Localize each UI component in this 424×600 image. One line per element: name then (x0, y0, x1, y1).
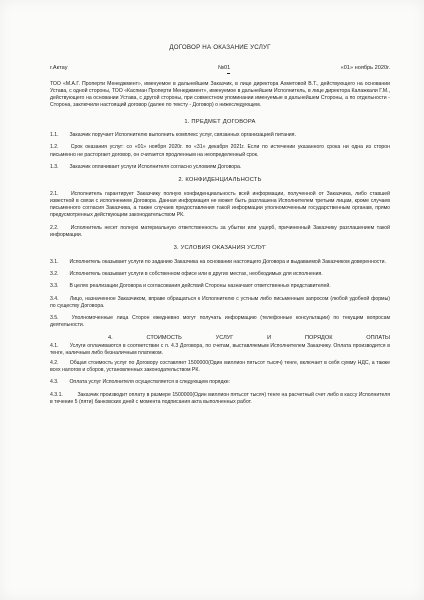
section-heading-4 (50, 335, 390, 342)
section-heading-2: 2. КОНФИДЕНЦИАЛЬНОСТЬ (178, 177, 262, 184)
clause-4-2 (50, 360, 390, 375)
clause-text: Общая стоимость услуг по Договору составляет 1500000(Один миллион пятьсот тысяч) тенге, включает в себя сумму НДС, а также всех налогов и сборов, установленных законодательством РК. (50, 359, 390, 373)
preamble: ТОО «М.А.Г. Проперти Менеджмент», именуемое в дальнейшем Заказчик, в лице директора Ахметовой В.Т., действующего на основании Устава, с одной стороны, ТОО «Каспиан Проперти Менеджмент», именуемое в дальнейшем Исполнитель, в лице директора Калажкали Г.М., действующего на основании Устава, с другой стороны, при совместном упоминании именуемые в дальнейшем Стороны, а по отдельности - Сторона, заключили настоящий договор (далее по тексту - Договор) о нижеследующем. (50, 80, 390, 109)
clause-text: Оплата услуг Исполнителя осуществляется в следующем порядке: (69, 379, 231, 386)
clause-number: 3.2. (50, 270, 59, 277)
contract-number (218, 65, 230, 73)
clause-text: Исполнитель гарантирует Заказчику полную конфиденциальность всей информации, полученной от Заказчика, либо ставшей известной в связи с исполнением Договора. Данная информация не может быть разглашена Исполнителем третьим лицам, кроме случаев письменного согласия Заказчика, а также случаев предоставления такой информации уполномоченным государственным органам, прямо предусмотренных действующим законодательством РК. (50, 190, 390, 219)
clause-3-5 (50, 315, 390, 330)
contract-number-prefix: №0 (217, 65, 228, 72)
clause-4-1 (50, 343, 390, 358)
clause-number: 1.1. (50, 132, 59, 139)
heading-word: ОПЛАТЫ (366, 334, 390, 341)
clause-number: 4.2. (50, 359, 59, 366)
section-heading-1: 1. ПРЕДМЕТ ДОГОВОРА (184, 118, 256, 125)
clause-text: Исполнитель оказывает услуги по заданию Заказчика на основании настоящего Договора и выдаваемой Заказчиком доверенности. (69, 258, 386, 265)
clause-2-1 (50, 191, 390, 220)
clause-1-1 (50, 132, 390, 139)
clause-number: 1.3. (50, 163, 59, 170)
clause-text: Заказчик оплачивает услуги Исполнителя согласно условиям Договора. (69, 163, 242, 170)
clause-number: 4.3. (50, 379, 59, 386)
clause-text: Лицо, назначенное Заказчиком, вправе обращаться к Исполнителю с устным либо письменным запросом (любой удобной формы) по существу Договора. (50, 295, 390, 309)
heading-word: И (267, 334, 272, 341)
clause-number: 2.2. (50, 224, 59, 231)
contract-number-handwritten: 1 (227, 65, 230, 73)
clause-number: 3.1. (50, 258, 59, 265)
heading-word: 4. (108, 334, 113, 341)
clause-text: Срок оказания услуг: со «01» ноября 2020г. по «31» декабря 2021г. Если по истечении указанного срока ни одна из сторон письменно не расторгает договор, он считается продленным на неопределенный срок. (50, 144, 390, 158)
clause-3-1 (50, 259, 390, 266)
clause-2-2 (50, 225, 390, 240)
clause-text: Исполнитель оказывает услуги в собственном офисе или в других местах, необходимых для исполнения. (69, 270, 323, 277)
clause-text: Исполнитель несет полную материальную ответственность за убытки или ущерб, причиненный Заказчику разглашением такой информации. (50, 224, 390, 239)
clause-number: 3.4. (50, 295, 59, 302)
clause-number: 4.1. (50, 343, 59, 350)
clause-4-3-1 (50, 392, 390, 407)
city: г.Актау (50, 65, 68, 72)
clause-number: 2.1. (50, 190, 59, 197)
heading-word: УСЛУГ (215, 334, 234, 341)
clause-text: Заказчик поручает Исполнителю выполнить комплекс услуг, связанных организацией питания. (69, 132, 296, 139)
clause-4-3 (50, 379, 390, 386)
clause-number: 3.5. (50, 315, 59, 322)
heading-word: СТОИМОСТЬ (146, 334, 182, 341)
clause-1-3 (50, 164, 390, 171)
clause-number: 3.3. (50, 283, 59, 290)
clause-3-2 (50, 271, 390, 278)
clause-3-3 (50, 283, 390, 290)
heading-word: ПОРЯДОК (305, 334, 333, 341)
clause-number: 1.2. (50, 144, 59, 151)
section-heading-3: 3. УСЛОВИЯ ОКАЗАНИЯ УСЛУГ (173, 245, 267, 252)
contract-date: «01» ноябрь 2020г. (340, 65, 390, 72)
clause-text: Уполномоченные лица Сторон ежедневно могут получать информацию (телефонные консультации) по текущим вопросам деятельности. (50, 315, 390, 329)
clause-text: В целях реализации Договора и согласования действий Стороны назначают ответственных представителей. (69, 283, 331, 290)
document-meta-line (50, 65, 390, 73)
clause-3-4 (50, 296, 390, 311)
document-title: ДОГОВОР НА ОКАЗАНИЕ УСЛУГ (169, 44, 271, 51)
clause-text: Услуги оплачиваются в соответствии с п. 4.3 Договора, по счетам, выставляемым Исполнителем Заказчику. Оплата производится в тенге, наличным либо безналичным платежом. (50, 343, 390, 357)
clause-text: Заказчик производит оплату в размере 1500000(Один миллион пятьсот тысяч) тенге на расчетный счет либо в кассу Исполнителя в течение 5 (пяти) банковских дней с момента подписания акта выполненных работ. (50, 391, 390, 405)
clause-1-2 (50, 144, 390, 159)
clause-number: 4.3.1. (50, 391, 63, 398)
